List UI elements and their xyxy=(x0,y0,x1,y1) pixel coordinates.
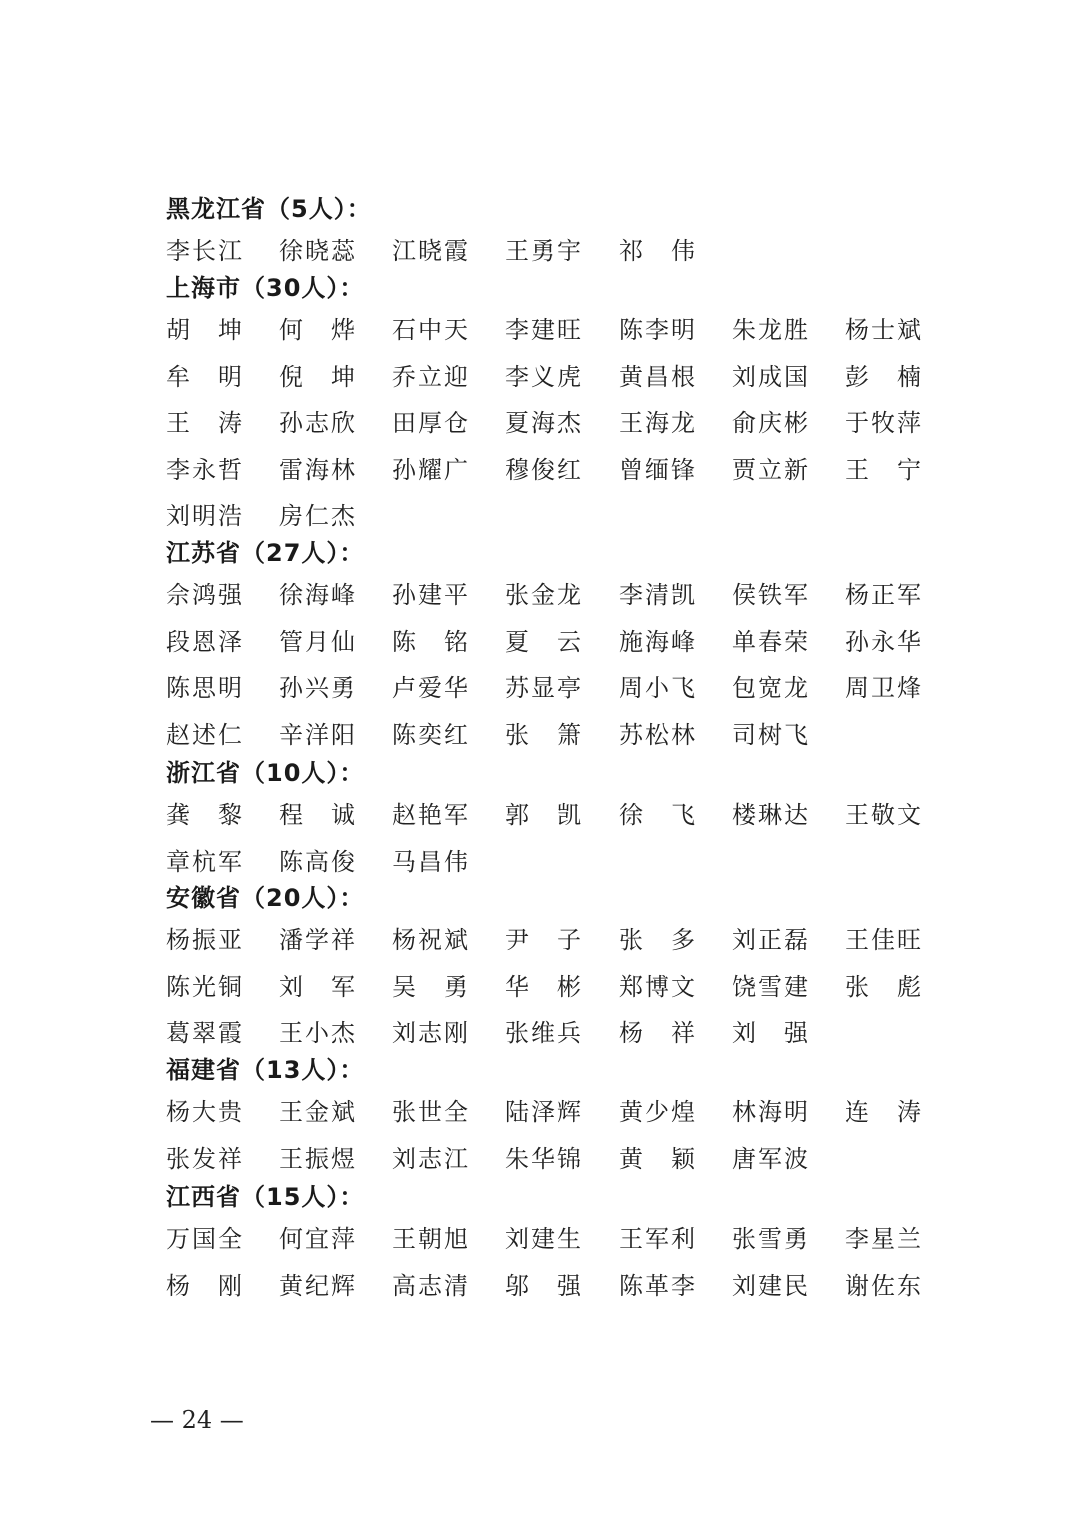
person-name: 饶雪建 xyxy=(732,972,810,1001)
person-name: 段恩泽 xyxy=(166,627,244,656)
name-row xyxy=(166,362,946,409)
person-name: 王佳旺 xyxy=(845,926,923,954)
person-name: 刘明浩 xyxy=(166,502,244,530)
person-name: 马昌伟 xyxy=(392,847,470,876)
person-name: 张世全 xyxy=(392,1098,470,1126)
person-name: 徐晓蕊 xyxy=(279,237,357,265)
person-name: 李义虎 xyxy=(505,362,583,391)
province-section xyxy=(166,1055,946,1190)
person-name: 王敬文 xyxy=(845,801,923,829)
person-name: 何 烨 xyxy=(279,316,355,344)
province-section xyxy=(166,273,946,548)
person-name: 李永哲 xyxy=(166,455,244,484)
person-name: 邬 强 xyxy=(505,1271,581,1300)
person-name: 乔立迎 xyxy=(392,362,470,391)
person-name: 王海龙 xyxy=(619,409,697,437)
province-heading: 黑龙江省（5人）： xyxy=(166,195,372,223)
person-name: 夏海杰 xyxy=(505,409,583,437)
name-row xyxy=(166,1224,946,1271)
person-name: 胡 坤 xyxy=(166,316,242,344)
person-name: 刘建生 xyxy=(505,1225,583,1253)
person-name: 祁 伟 xyxy=(619,237,695,265)
person-name: 王小杰 xyxy=(279,1019,357,1047)
person-name: 卢爱华 xyxy=(392,674,470,702)
person-name: 夏 云 xyxy=(505,627,581,656)
person-name: 葛翠霞 xyxy=(166,1019,244,1047)
person-name: 高志清 xyxy=(392,1271,470,1300)
person-name: 龚 黎 xyxy=(166,801,242,829)
person-name: 杨大贵 xyxy=(166,1098,244,1126)
person-name: 王振煜 xyxy=(279,1144,357,1173)
person-name: 单春荣 xyxy=(732,627,810,656)
person-name: 牟 明 xyxy=(166,362,242,391)
person-name: 苏松林 xyxy=(619,720,697,749)
name-list xyxy=(166,1224,946,1317)
person-name: 贾立新 xyxy=(732,455,810,484)
person-name: 杨士斌 xyxy=(845,316,923,344)
person-name: 吴 勇 xyxy=(392,972,468,1001)
province-heading: 福建省（13人）： xyxy=(166,1056,365,1084)
person-name: 张发祥 xyxy=(166,1144,244,1173)
person-name: 王军利 xyxy=(619,1225,697,1253)
person-name: 张金龙 xyxy=(505,581,583,609)
person-name: 陈李明 xyxy=(619,316,697,344)
name-list xyxy=(166,1097,946,1190)
person-name: 杨 祥 xyxy=(619,1019,695,1047)
person-name: 杨正军 xyxy=(845,581,923,609)
province-heading: 江西省（15人）： xyxy=(166,1183,365,1211)
name-row xyxy=(166,925,946,972)
person-name: 倪 坤 xyxy=(279,362,355,391)
person-name: 郭 凯 xyxy=(505,801,581,829)
province-heading: 江苏省（27人）： xyxy=(166,539,365,567)
person-name: 施海峰 xyxy=(619,627,697,656)
person-name: 张 多 xyxy=(619,926,695,954)
name-row xyxy=(166,455,946,502)
person-name: 辛洋阳 xyxy=(279,720,357,749)
person-name: 雷海林 xyxy=(279,455,357,484)
person-name: 孙建平 xyxy=(392,581,470,609)
person-name: 陈 铭 xyxy=(392,627,468,656)
person-name: 侯铁军 xyxy=(732,581,810,609)
person-name: 孙兴勇 xyxy=(279,674,357,702)
person-name: 章杭军 xyxy=(166,847,244,876)
person-name: 孙永华 xyxy=(845,627,923,656)
person-name: 王朝旭 xyxy=(392,1225,470,1253)
person-name: 刘志江 xyxy=(392,1144,470,1173)
name-row xyxy=(166,800,946,847)
person-name: 黄 颖 xyxy=(619,1144,695,1173)
person-name: 房仁杰 xyxy=(279,502,357,530)
province-heading: 上海市（30人）： xyxy=(166,274,365,302)
person-name: 赵述仁 xyxy=(166,720,244,749)
person-name: 潘学祥 xyxy=(279,926,357,954)
person-name: 包宽龙 xyxy=(732,674,810,702)
person-name: 徐 飞 xyxy=(619,801,695,829)
person-name: 张维兵 xyxy=(505,1019,583,1047)
person-name: 王金斌 xyxy=(279,1098,357,1126)
person-name: 陈高俊 xyxy=(279,847,357,876)
person-name: 周小飞 xyxy=(619,674,697,702)
name-row xyxy=(166,972,946,1019)
person-name: 李清凯 xyxy=(619,581,697,609)
person-name: 王勇宇 xyxy=(505,237,583,265)
person-name: 张 箫 xyxy=(505,720,581,749)
person-name: 王 宁 xyxy=(845,455,921,484)
person-name: 万国全 xyxy=(166,1225,244,1253)
person-name: 陆泽辉 xyxy=(505,1098,583,1126)
person-name: 陈思明 xyxy=(166,674,244,702)
person-name: 石中天 xyxy=(392,316,470,344)
person-name: 刘正磊 xyxy=(732,926,810,954)
person-name: 江晓霞 xyxy=(392,237,470,265)
person-name: 刘 强 xyxy=(732,1019,808,1047)
person-name: 陈革李 xyxy=(619,1271,697,1300)
name-list xyxy=(166,315,946,548)
person-name: 刘建民 xyxy=(732,1271,810,1300)
person-name: 谢佐东 xyxy=(845,1271,923,1300)
person-name: 孙耀广 xyxy=(392,455,470,484)
person-name: 尹 子 xyxy=(505,926,581,954)
person-name: 朱龙胜 xyxy=(732,316,810,344)
person-name: 周卫烽 xyxy=(845,674,923,702)
person-name: 朱华锦 xyxy=(505,1144,583,1173)
person-name: 黄纪辉 xyxy=(279,1271,357,1300)
person-name: 唐军波 xyxy=(732,1144,810,1173)
person-name: 杨祝斌 xyxy=(392,926,470,954)
province-section xyxy=(166,758,946,893)
person-name: 刘 军 xyxy=(279,972,355,1001)
name-row xyxy=(166,627,946,674)
person-name: 李建旺 xyxy=(505,316,583,344)
person-name: 何宜萍 xyxy=(279,1225,357,1253)
name-row xyxy=(166,580,946,627)
person-name: 陈奕红 xyxy=(392,720,470,749)
name-row xyxy=(166,1097,946,1144)
person-name: 田厚仓 xyxy=(392,409,470,437)
person-name: 王 涛 xyxy=(166,409,242,437)
person-name: 于牧萍 xyxy=(845,409,923,437)
person-name: 李星兰 xyxy=(845,1225,923,1253)
name-list xyxy=(166,580,946,766)
person-name: 华 彬 xyxy=(505,972,581,1001)
person-name: 苏显亭 xyxy=(505,674,583,702)
person-name: 刘志刚 xyxy=(392,1019,470,1047)
person-name: 杨振亚 xyxy=(166,926,244,954)
name-list xyxy=(166,925,946,1065)
province-section xyxy=(166,1182,946,1317)
person-name: 俞庆彬 xyxy=(732,409,810,437)
person-name: 佘鸿强 xyxy=(166,581,244,609)
province-section xyxy=(166,194,946,283)
person-name: 郑博文 xyxy=(619,972,697,1001)
person-name: 陈光铜 xyxy=(166,972,244,1001)
name-row xyxy=(166,1271,946,1318)
province-section xyxy=(166,538,946,766)
name-row xyxy=(166,673,946,720)
person-name: 刘成国 xyxy=(732,362,810,391)
province-heading: 浙江省（10人）： xyxy=(166,759,365,787)
person-name: 楼琳达 xyxy=(732,801,810,829)
person-name: 黄昌根 xyxy=(619,362,697,391)
person-name: 管月仙 xyxy=(279,627,357,656)
person-name: 林海明 xyxy=(732,1098,810,1126)
person-name: 连 涛 xyxy=(845,1098,921,1126)
province-heading: 安徽省（20人）： xyxy=(166,884,365,912)
person-name: 杨 刚 xyxy=(166,1271,242,1300)
person-name: 徐海峰 xyxy=(279,581,357,609)
person-name: 张雪勇 xyxy=(732,1225,810,1253)
person-name: 孙志欣 xyxy=(279,409,357,437)
name-row xyxy=(166,408,946,455)
person-name: 黄少煌 xyxy=(619,1098,697,1126)
person-name: 司树飞 xyxy=(732,720,810,749)
person-name: 曾缅锋 xyxy=(619,455,697,484)
person-name: 彭 楠 xyxy=(845,362,921,391)
name-row xyxy=(166,315,946,362)
province-section xyxy=(166,883,946,1065)
name-list xyxy=(166,800,946,893)
person-name: 穆俊红 xyxy=(505,455,583,484)
person-name: 李长江 xyxy=(166,237,244,265)
person-name: 赵艳军 xyxy=(392,801,470,829)
person-name: 张 彪 xyxy=(845,972,921,1001)
page-number: — 24 — xyxy=(150,1406,244,1434)
person-name: 程 诚 xyxy=(279,801,355,829)
